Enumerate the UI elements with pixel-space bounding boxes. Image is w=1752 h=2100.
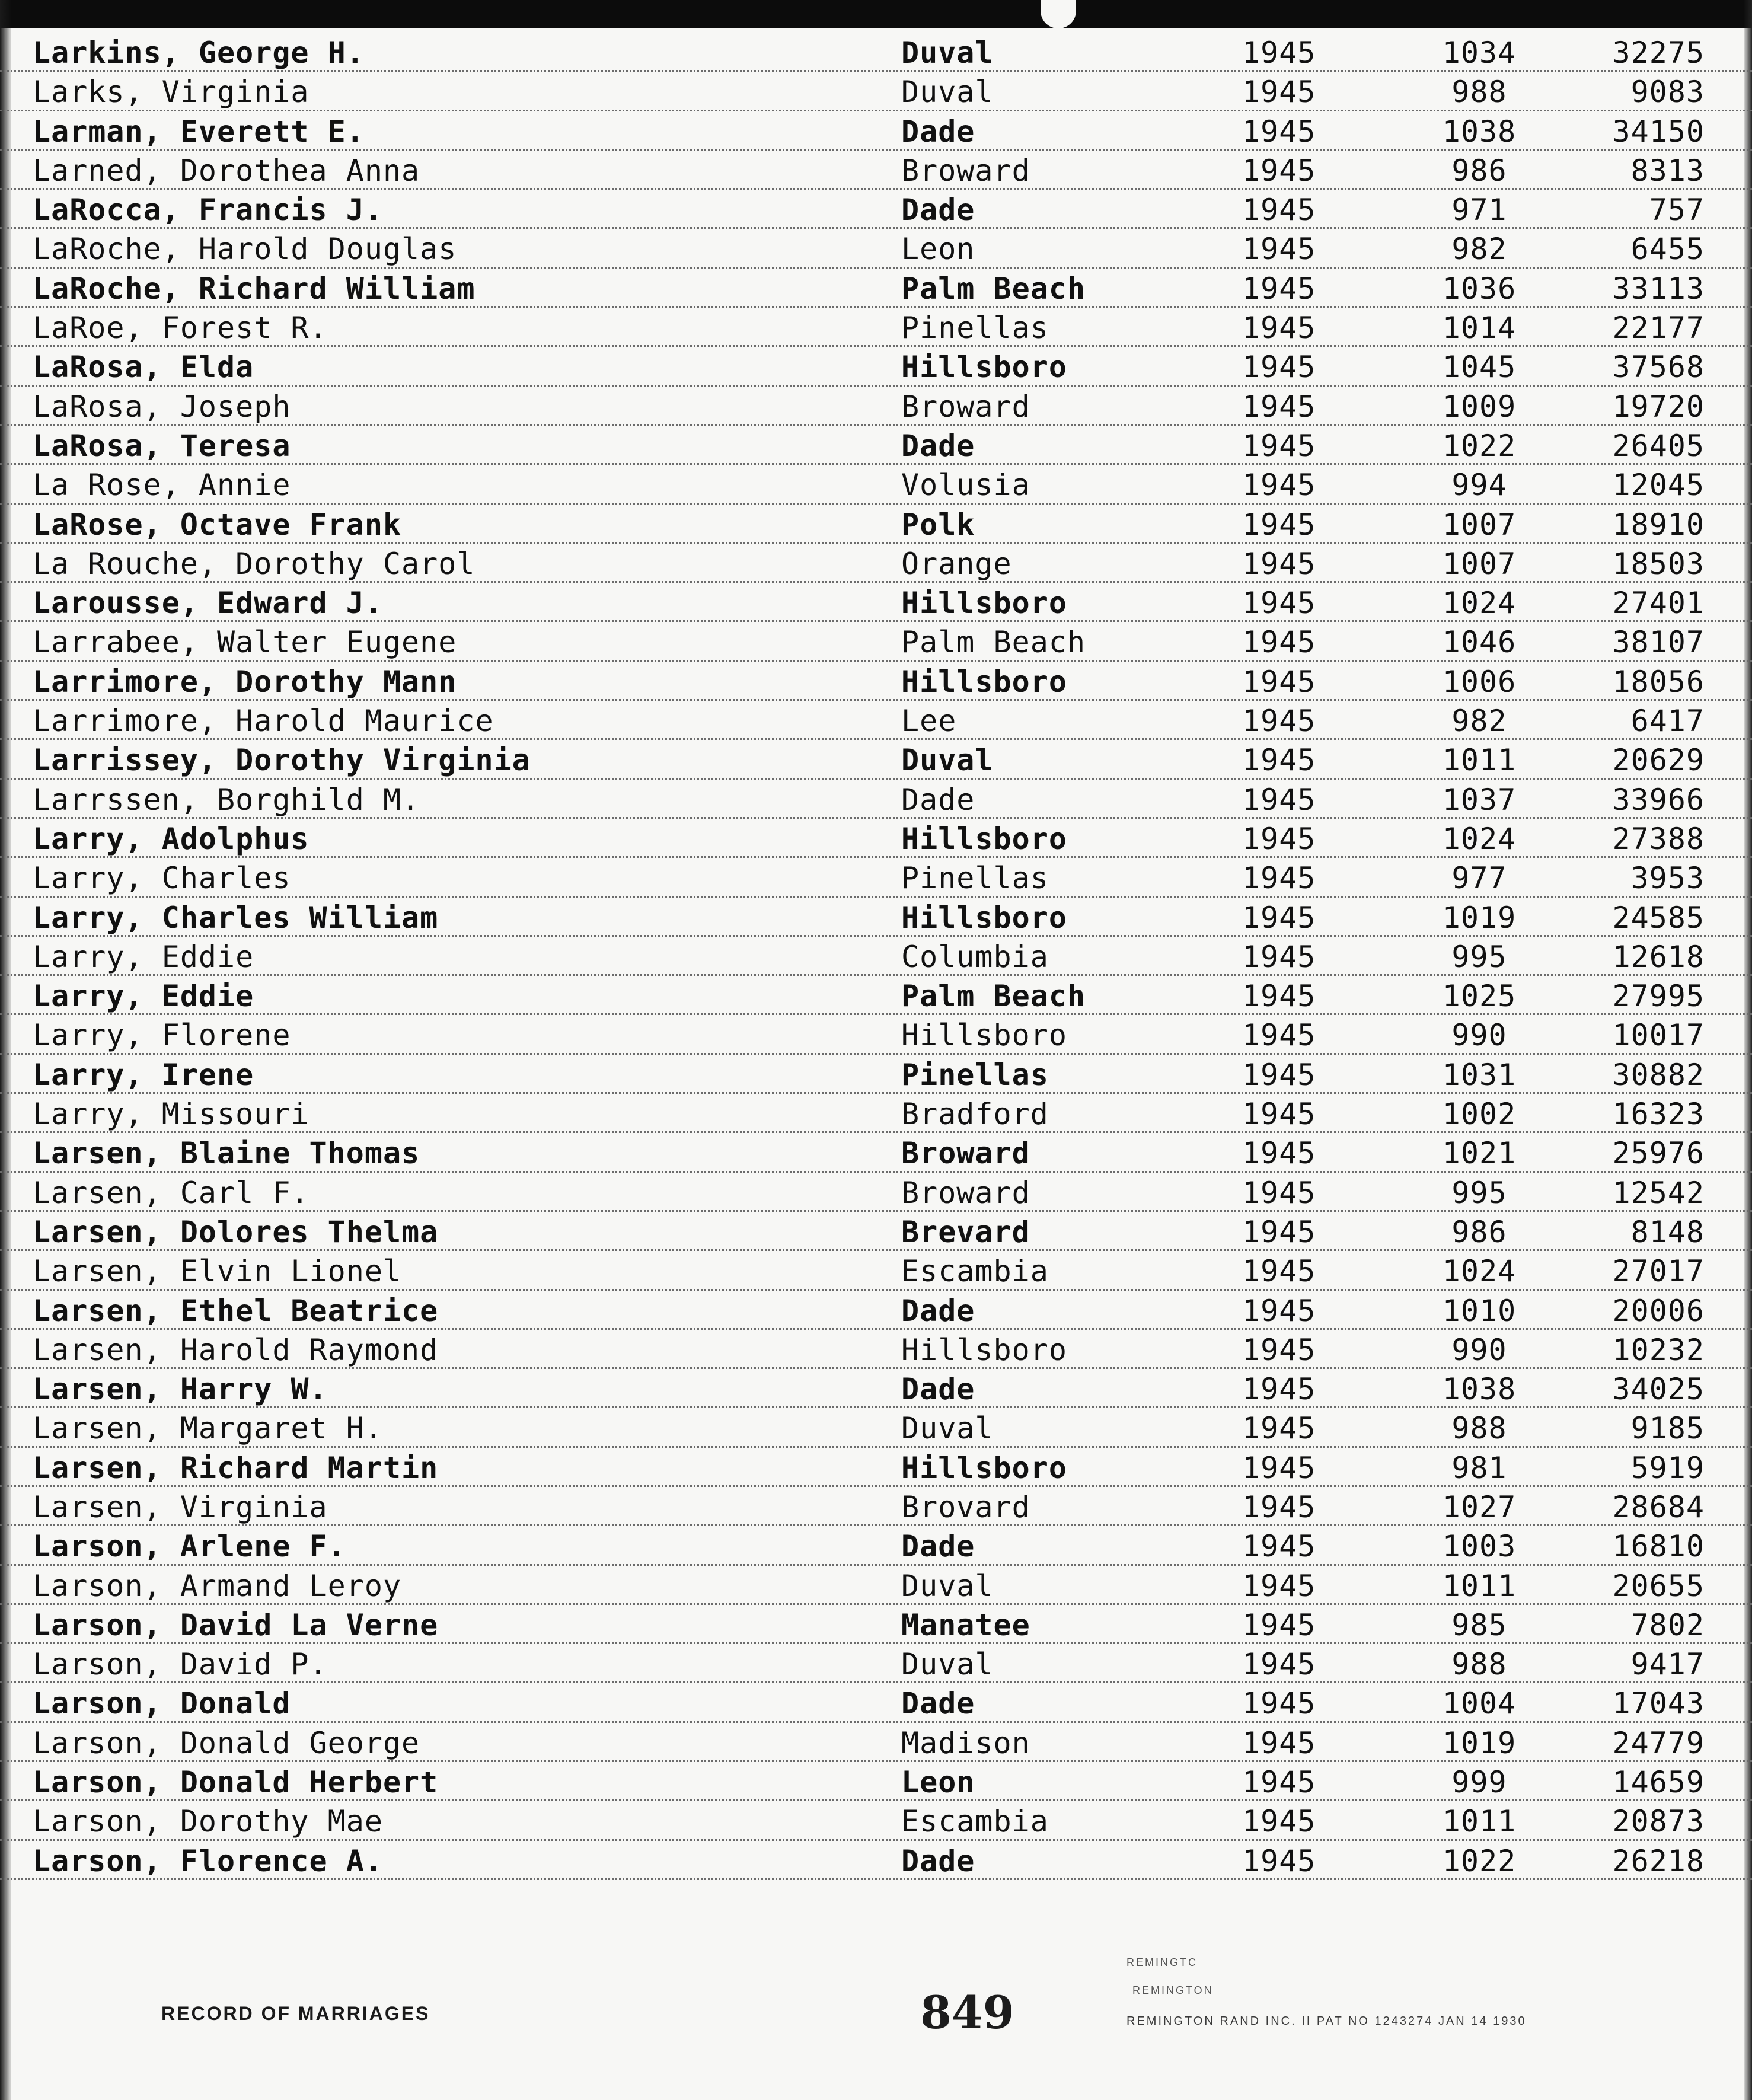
entry-volume: 995 xyxy=(1451,1175,1507,1210)
entry-county: Leon xyxy=(901,1765,975,1800)
entry-year: 1945 xyxy=(1242,782,1316,817)
entry-certificate: 9083 xyxy=(1630,75,1705,110)
entry-certificate: 16810 xyxy=(1612,1529,1705,1564)
index-entry xyxy=(0,1487,1752,1526)
entry-volume: 986 xyxy=(1451,153,1507,188)
entry-volume: 1011 xyxy=(1442,1568,1517,1603)
entry-volume: 1009 xyxy=(1442,389,1517,424)
entry-volume: 990 xyxy=(1451,1332,1507,1367)
entry-certificate: 26218 xyxy=(1612,1843,1705,1878)
entry-name: Larson, Donald George xyxy=(33,1725,420,1760)
entry-volume: 1019 xyxy=(1442,1725,1517,1760)
page-number: 849 xyxy=(920,1986,1014,2039)
typewriter-watermark-line1: REMINGTC xyxy=(1126,1957,1198,1968)
entry-year: 1945 xyxy=(1242,1843,1316,1878)
entry-name: Larry, Eddie xyxy=(33,979,254,1014)
entry-name: Larry, Eddie xyxy=(33,939,254,974)
entry-county: Palm Beach xyxy=(901,271,1086,306)
index-entry xyxy=(0,151,1752,190)
entry-year: 1945 xyxy=(1242,1568,1316,1603)
index-entry xyxy=(0,1644,1752,1683)
entry-name: LaRoe, Forest R. xyxy=(33,311,328,346)
entry-name: Larkins, George H. xyxy=(33,36,365,70)
entry-county: Dade xyxy=(901,782,975,817)
entry-certificate: 8313 xyxy=(1630,153,1705,188)
entry-county: Hillsboro xyxy=(901,350,1067,385)
entry-county: Hillsboro xyxy=(901,664,1067,699)
index-entry xyxy=(0,701,1752,740)
entry-county: Broward xyxy=(901,1175,1030,1210)
entry-volume: 990 xyxy=(1451,1018,1507,1053)
entry-volume: 982 xyxy=(1451,232,1507,267)
entry-certificate: 20629 xyxy=(1612,743,1705,778)
entry-name: Larrimore, Harold Maurice xyxy=(33,704,494,739)
entry-volume: 1038 xyxy=(1442,114,1517,149)
entry-volume: 1003 xyxy=(1442,1529,1517,1564)
entry-year: 1945 xyxy=(1242,468,1316,503)
entry-county: Manatee xyxy=(901,1607,1030,1642)
index-entry xyxy=(0,583,1752,622)
entry-name: Larsen, Elvin Lionel xyxy=(33,1254,402,1289)
entry-certificate: 18056 xyxy=(1612,664,1705,699)
index-entry xyxy=(0,1801,1752,1840)
entry-year: 1945 xyxy=(1242,311,1316,346)
entry-county: Pinellas xyxy=(901,1057,1049,1092)
entry-certificate: 18503 xyxy=(1612,546,1705,581)
entry-county: Dade xyxy=(901,428,975,463)
entry-county: Hillsboro xyxy=(901,1332,1067,1367)
entry-year: 1945 xyxy=(1242,114,1316,149)
entry-certificate: 19720 xyxy=(1612,389,1705,424)
entry-volume: 1022 xyxy=(1442,428,1517,463)
index-entry xyxy=(0,1841,1752,1880)
entry-certificate: 9185 xyxy=(1630,1411,1705,1446)
entry-year: 1945 xyxy=(1242,900,1316,935)
entry-county: Dade xyxy=(901,1529,975,1564)
entry-county: Polk xyxy=(901,507,975,542)
index-entry xyxy=(0,1762,1752,1801)
entry-volume: 1024 xyxy=(1442,1254,1517,1289)
index-entry xyxy=(0,662,1752,701)
entry-volume: 1034 xyxy=(1442,36,1517,70)
entry-year: 1945 xyxy=(1242,389,1316,424)
entry-county: Pinellas xyxy=(901,311,1049,346)
marriage-index-list xyxy=(0,33,1752,1880)
index-entry xyxy=(0,269,1752,308)
entry-year: 1945 xyxy=(1242,1097,1316,1132)
entry-volume: 1011 xyxy=(1442,1804,1517,1839)
index-entry xyxy=(0,465,1752,504)
entry-year: 1945 xyxy=(1242,1489,1316,1524)
entry-name: Larrissey, Dorothy Virginia xyxy=(33,743,531,778)
entry-year: 1945 xyxy=(1242,821,1316,856)
entry-certificate: 38107 xyxy=(1612,625,1705,660)
index-entry xyxy=(0,1212,1752,1251)
index-entry xyxy=(0,1251,1752,1290)
entry-year: 1945 xyxy=(1242,1686,1316,1721)
entry-county: Broward xyxy=(901,1136,1030,1171)
entry-name: Larsen, Carl F. xyxy=(33,1175,309,1210)
entry-volume: 1021 xyxy=(1442,1136,1517,1171)
entry-volume: 988 xyxy=(1451,1411,1507,1446)
index-entry xyxy=(0,1566,1752,1605)
index-entry xyxy=(0,1369,1752,1408)
entry-volume: 1024 xyxy=(1442,821,1517,856)
index-entry xyxy=(0,1094,1752,1133)
entry-county: Escambia xyxy=(901,1804,1049,1839)
entry-county: Lee xyxy=(901,704,957,739)
index-entry xyxy=(0,1055,1752,1094)
punch-notch xyxy=(1041,0,1076,28)
scan-top-edge xyxy=(0,0,1752,28)
index-entry xyxy=(0,111,1752,151)
index-entry xyxy=(0,622,1752,661)
entry-name: Larrabee, Walter Eugene xyxy=(33,625,457,660)
entry-name: Larsen, Dolores Thelma xyxy=(33,1214,439,1249)
entry-certificate: 20655 xyxy=(1612,1568,1705,1603)
entry-year: 1945 xyxy=(1242,1765,1316,1800)
entry-year: 1945 xyxy=(1242,1175,1316,1210)
entry-volume: 995 xyxy=(1451,939,1507,974)
entry-certificate: 17043 xyxy=(1612,1686,1705,1721)
entry-year: 1945 xyxy=(1242,664,1316,699)
entry-year: 1945 xyxy=(1242,1450,1316,1485)
entry-year: 1945 xyxy=(1242,1254,1316,1289)
entry-year: 1945 xyxy=(1242,861,1316,896)
index-entry xyxy=(0,33,1752,72)
entry-certificate: 28684 xyxy=(1612,1489,1705,1524)
entry-certificate: 25976 xyxy=(1612,1136,1705,1171)
entry-name: La Rouche, Dorothy Carol xyxy=(33,546,476,581)
entry-county: Palm Beach xyxy=(901,625,1086,660)
index-entry xyxy=(0,190,1752,229)
entry-county: Hillsboro xyxy=(901,900,1067,935)
index-entry xyxy=(0,1133,1752,1172)
entry-county: Leon xyxy=(901,232,975,267)
entry-county: Hillsboro xyxy=(901,821,1067,856)
entry-certificate: 24585 xyxy=(1612,900,1705,935)
entry-year: 1945 xyxy=(1242,743,1316,778)
entry-county: Dade xyxy=(901,114,975,149)
entry-volume: 1022 xyxy=(1442,1843,1517,1878)
entry-county: Duval xyxy=(901,1411,994,1446)
entry-county: Brevard xyxy=(901,1214,1030,1249)
entry-county: Broward xyxy=(901,153,1030,188)
entry-name: Larsen, Harold Raymond xyxy=(33,1332,439,1367)
entry-certificate: 27017 xyxy=(1612,1254,1705,1289)
entry-year: 1945 xyxy=(1242,75,1316,110)
entry-volume: 1007 xyxy=(1442,507,1517,542)
index-entry xyxy=(0,1291,1752,1330)
entry-name: Larousse, Edward J. xyxy=(33,586,383,621)
entry-volume: 1007 xyxy=(1442,546,1517,581)
entry-certificate: 757 xyxy=(1649,193,1705,228)
entry-name: Larson, David P. xyxy=(33,1647,328,1682)
entry-volume: 1024 xyxy=(1442,586,1517,621)
index-entry xyxy=(0,72,1752,111)
entry-name: Larry, Adolphus xyxy=(33,821,309,856)
entry-year: 1945 xyxy=(1242,1136,1316,1171)
entry-county: Volusia xyxy=(901,468,1030,503)
entry-name: Larry, Florene xyxy=(33,1018,291,1053)
entry-county: Dade xyxy=(901,1372,975,1407)
entry-volume: 1037 xyxy=(1442,782,1517,817)
entry-year: 1945 xyxy=(1242,36,1316,70)
index-entry xyxy=(0,1683,1752,1722)
entry-volume: 1046 xyxy=(1442,625,1517,660)
entry-certificate: 14659 xyxy=(1612,1765,1705,1800)
entry-volume: 1010 xyxy=(1442,1293,1517,1328)
index-entry xyxy=(0,229,1752,268)
entry-name: Larry, Charles William xyxy=(33,900,439,935)
entry-county: Orange xyxy=(901,546,1012,581)
entry-county: Duval xyxy=(901,743,994,778)
entry-county: Duval xyxy=(901,1568,994,1603)
entry-volume: 977 xyxy=(1451,861,1507,896)
entry-volume: 1027 xyxy=(1442,1489,1517,1524)
entry-county: Dade xyxy=(901,193,975,228)
entry-county: Duval xyxy=(901,75,994,110)
entry-certificate: 24779 xyxy=(1612,1725,1705,1760)
entry-name: Larned, Dorothea Anna xyxy=(33,153,420,188)
entry-certificate: 3953 xyxy=(1630,861,1705,896)
entry-volume: 1036 xyxy=(1442,271,1517,306)
index-entry xyxy=(0,819,1752,858)
entry-name: LaRosa, Elda xyxy=(33,350,254,385)
entry-name: Larsen, Harry W. xyxy=(33,1372,328,1407)
entry-certificate: 6417 xyxy=(1630,704,1705,739)
entry-name: Larsen, Margaret H. xyxy=(33,1411,383,1446)
entry-certificate: 37568 xyxy=(1612,350,1705,385)
entry-year: 1945 xyxy=(1242,428,1316,463)
entry-county: Hillsboro xyxy=(901,1018,1067,1053)
entry-volume: 1006 xyxy=(1442,664,1517,699)
index-entry xyxy=(0,858,1752,897)
entry-name: Larry, Missouri xyxy=(33,1097,309,1132)
entry-year: 1945 xyxy=(1242,979,1316,1014)
entry-name: LaRose, Octave Frank xyxy=(33,507,402,542)
entry-county: Pinellas xyxy=(901,861,1049,896)
entry-year: 1945 xyxy=(1242,1332,1316,1367)
entry-year: 1945 xyxy=(1242,625,1316,660)
entry-year: 1945 xyxy=(1242,193,1316,228)
entry-certificate: 30882 xyxy=(1612,1057,1705,1092)
entry-county: Columbia xyxy=(901,939,1049,974)
index-entry xyxy=(0,937,1752,976)
entry-name: Larks, Virginia xyxy=(33,75,309,110)
index-entry xyxy=(0,544,1752,583)
index-entry xyxy=(0,505,1752,544)
entry-year: 1945 xyxy=(1242,1018,1316,1053)
index-entry xyxy=(0,1448,1752,1487)
entry-name: Larson, David La Verne xyxy=(33,1607,439,1642)
entry-year: 1945 xyxy=(1242,153,1316,188)
entry-year: 1945 xyxy=(1242,1057,1316,1092)
index-entry xyxy=(0,347,1752,386)
entry-volume: 986 xyxy=(1451,1214,1507,1249)
index-entry xyxy=(0,780,1752,819)
index-entry xyxy=(0,1330,1752,1369)
entry-name: Larrssen, Borghild M. xyxy=(33,782,420,817)
entry-year: 1945 xyxy=(1242,350,1316,385)
entry-county: Dade xyxy=(901,1686,975,1721)
entry-name: Larry, Irene xyxy=(33,1057,254,1092)
entry-county: Duval xyxy=(901,1647,994,1682)
entry-certificate: 27995 xyxy=(1612,979,1705,1014)
entry-volume: 1011 xyxy=(1442,743,1517,778)
entry-certificate: 7802 xyxy=(1630,1607,1705,1642)
entry-county: Bradford xyxy=(901,1097,1049,1132)
entry-name: Larsen, Richard Martin xyxy=(33,1450,439,1485)
entry-name: Larson, Armand Leroy xyxy=(33,1568,402,1603)
index-entry xyxy=(0,1015,1752,1054)
entry-name: La Rose, Annie xyxy=(33,468,291,503)
entry-certificate: 26405 xyxy=(1612,428,1705,463)
index-entry xyxy=(0,1526,1752,1565)
entry-certificate: 20006 xyxy=(1612,1293,1705,1328)
index-entry xyxy=(0,426,1752,465)
entry-volume: 994 xyxy=(1451,468,1507,503)
entry-year: 1945 xyxy=(1242,1372,1316,1407)
entry-certificate: 10017 xyxy=(1612,1018,1705,1053)
entry-volume: 1002 xyxy=(1442,1097,1517,1132)
entry-certificate: 32275 xyxy=(1612,36,1705,70)
entry-county: Broward xyxy=(901,389,1030,424)
entry-name: LaRocca, Francis J. xyxy=(33,193,383,228)
entry-county: Hillsboro xyxy=(901,1450,1067,1485)
entry-certificate: 20873 xyxy=(1612,1804,1705,1839)
index-entry xyxy=(0,740,1752,779)
entry-certificate: 34025 xyxy=(1612,1372,1705,1407)
index-entry xyxy=(0,1173,1752,1212)
entry-name: Larson, Donald Herbert xyxy=(33,1765,439,1800)
entry-year: 1945 xyxy=(1242,1804,1316,1839)
entry-name: Larson, Florence A. xyxy=(33,1843,383,1878)
index-entry xyxy=(0,1723,1752,1762)
entry-certificate: 33966 xyxy=(1612,782,1705,817)
entry-county: Duval xyxy=(901,36,994,70)
entry-certificate: 27388 xyxy=(1612,821,1705,856)
entry-name: Larry, Charles xyxy=(33,861,291,896)
entry-year: 1945 xyxy=(1242,1725,1316,1760)
entry-name: LaRosa, Joseph xyxy=(33,389,291,424)
entry-name: Larson, Dorothy Mae xyxy=(33,1804,383,1839)
entry-volume: 999 xyxy=(1451,1765,1507,1800)
entry-certificate: 16323 xyxy=(1612,1097,1705,1132)
entry-certificate: 27401 xyxy=(1612,586,1705,621)
entry-certificate: 12618 xyxy=(1612,939,1705,974)
entry-certificate: 8148 xyxy=(1630,1214,1705,1249)
entry-certificate: 12542 xyxy=(1612,1175,1705,1210)
entry-year: 1945 xyxy=(1242,1411,1316,1446)
entry-name: Larrimore, Dorothy Mann xyxy=(33,664,457,699)
entry-volume: 988 xyxy=(1451,75,1507,110)
entry-year: 1945 xyxy=(1242,1293,1316,1328)
entry-certificate: 18910 xyxy=(1612,507,1705,542)
entry-name: LaRosa, Teresa xyxy=(33,428,291,463)
entry-volume: 982 xyxy=(1451,704,1507,739)
entry-volume: 981 xyxy=(1451,1450,1507,1485)
entry-county: Madison xyxy=(901,1725,1030,1760)
entry-volume: 1004 xyxy=(1442,1686,1517,1721)
entry-name: Larsen, Blaine Thomas xyxy=(33,1136,420,1171)
index-entry xyxy=(0,898,1752,937)
record-title: RECORD OF MARRIAGES xyxy=(161,2003,430,2024)
entry-name: Larsen, Virginia xyxy=(33,1489,328,1524)
entry-county: Escambia xyxy=(901,1254,1049,1289)
index-entry xyxy=(0,308,1752,347)
entry-certificate: 12045 xyxy=(1612,468,1705,503)
entry-year: 1945 xyxy=(1242,586,1316,621)
entry-year: 1945 xyxy=(1242,1214,1316,1249)
entry-volume: 1025 xyxy=(1442,979,1517,1014)
entry-certificate: 9417 xyxy=(1630,1647,1705,1682)
index-entry xyxy=(0,387,1752,426)
entry-county: Hillsboro xyxy=(901,586,1067,621)
entry-volume: 1014 xyxy=(1442,311,1517,346)
entry-volume: 1019 xyxy=(1442,900,1517,935)
entry-certificate: 34150 xyxy=(1612,114,1705,149)
entry-year: 1945 xyxy=(1242,232,1316,267)
index-entry xyxy=(0,1408,1752,1447)
entry-name: LaRoche, Harold Douglas xyxy=(33,232,457,267)
entry-name: Larson, Donald xyxy=(33,1686,291,1721)
entry-name: Larson, Arlene F. xyxy=(33,1529,346,1564)
entry-year: 1945 xyxy=(1242,546,1316,581)
entry-certificate: 6455 xyxy=(1630,232,1705,267)
entry-year: 1945 xyxy=(1242,271,1316,306)
entry-certificate: 5919 xyxy=(1630,1450,1705,1485)
entry-certificate: 33113 xyxy=(1612,271,1705,306)
entry-year: 1945 xyxy=(1242,507,1316,542)
entry-volume: 988 xyxy=(1451,1647,1507,1682)
entry-year: 1945 xyxy=(1242,1607,1316,1642)
entry-certificate: 22177 xyxy=(1612,311,1705,346)
entry-year: 1945 xyxy=(1242,939,1316,974)
entry-volume: 1045 xyxy=(1442,350,1517,385)
entry-year: 1945 xyxy=(1242,704,1316,739)
entry-certificate: 10232 xyxy=(1612,1332,1705,1367)
typewriter-watermark-line2: REMINGTON xyxy=(1132,1984,1214,1996)
entry-county: Brovard xyxy=(901,1489,1030,1524)
entry-volume: 971 xyxy=(1451,193,1507,228)
entry-name: Larman, Everett E. xyxy=(33,114,365,149)
index-entry xyxy=(0,1605,1752,1644)
entry-year: 1945 xyxy=(1242,1529,1316,1564)
entry-volume: 1038 xyxy=(1442,1372,1517,1407)
entry-county: Dade xyxy=(901,1293,975,1328)
entry-volume: 985 xyxy=(1451,1607,1507,1642)
typewriter-watermark-line3: REMINGTON RAND INC. II PAT NO 1243274 JAN 14 1930 xyxy=(1126,2015,1527,2028)
entry-county: Dade xyxy=(901,1843,975,1878)
entry-year: 1945 xyxy=(1242,1647,1316,1682)
index-entry xyxy=(0,976,1752,1015)
entry-volume: 1031 xyxy=(1442,1057,1517,1092)
entry-name: Larsen, Ethel Beatrice xyxy=(33,1293,439,1328)
entry-county: Palm Beach xyxy=(901,979,1086,1014)
entry-name: LaRoche, Richard William xyxy=(33,271,476,306)
